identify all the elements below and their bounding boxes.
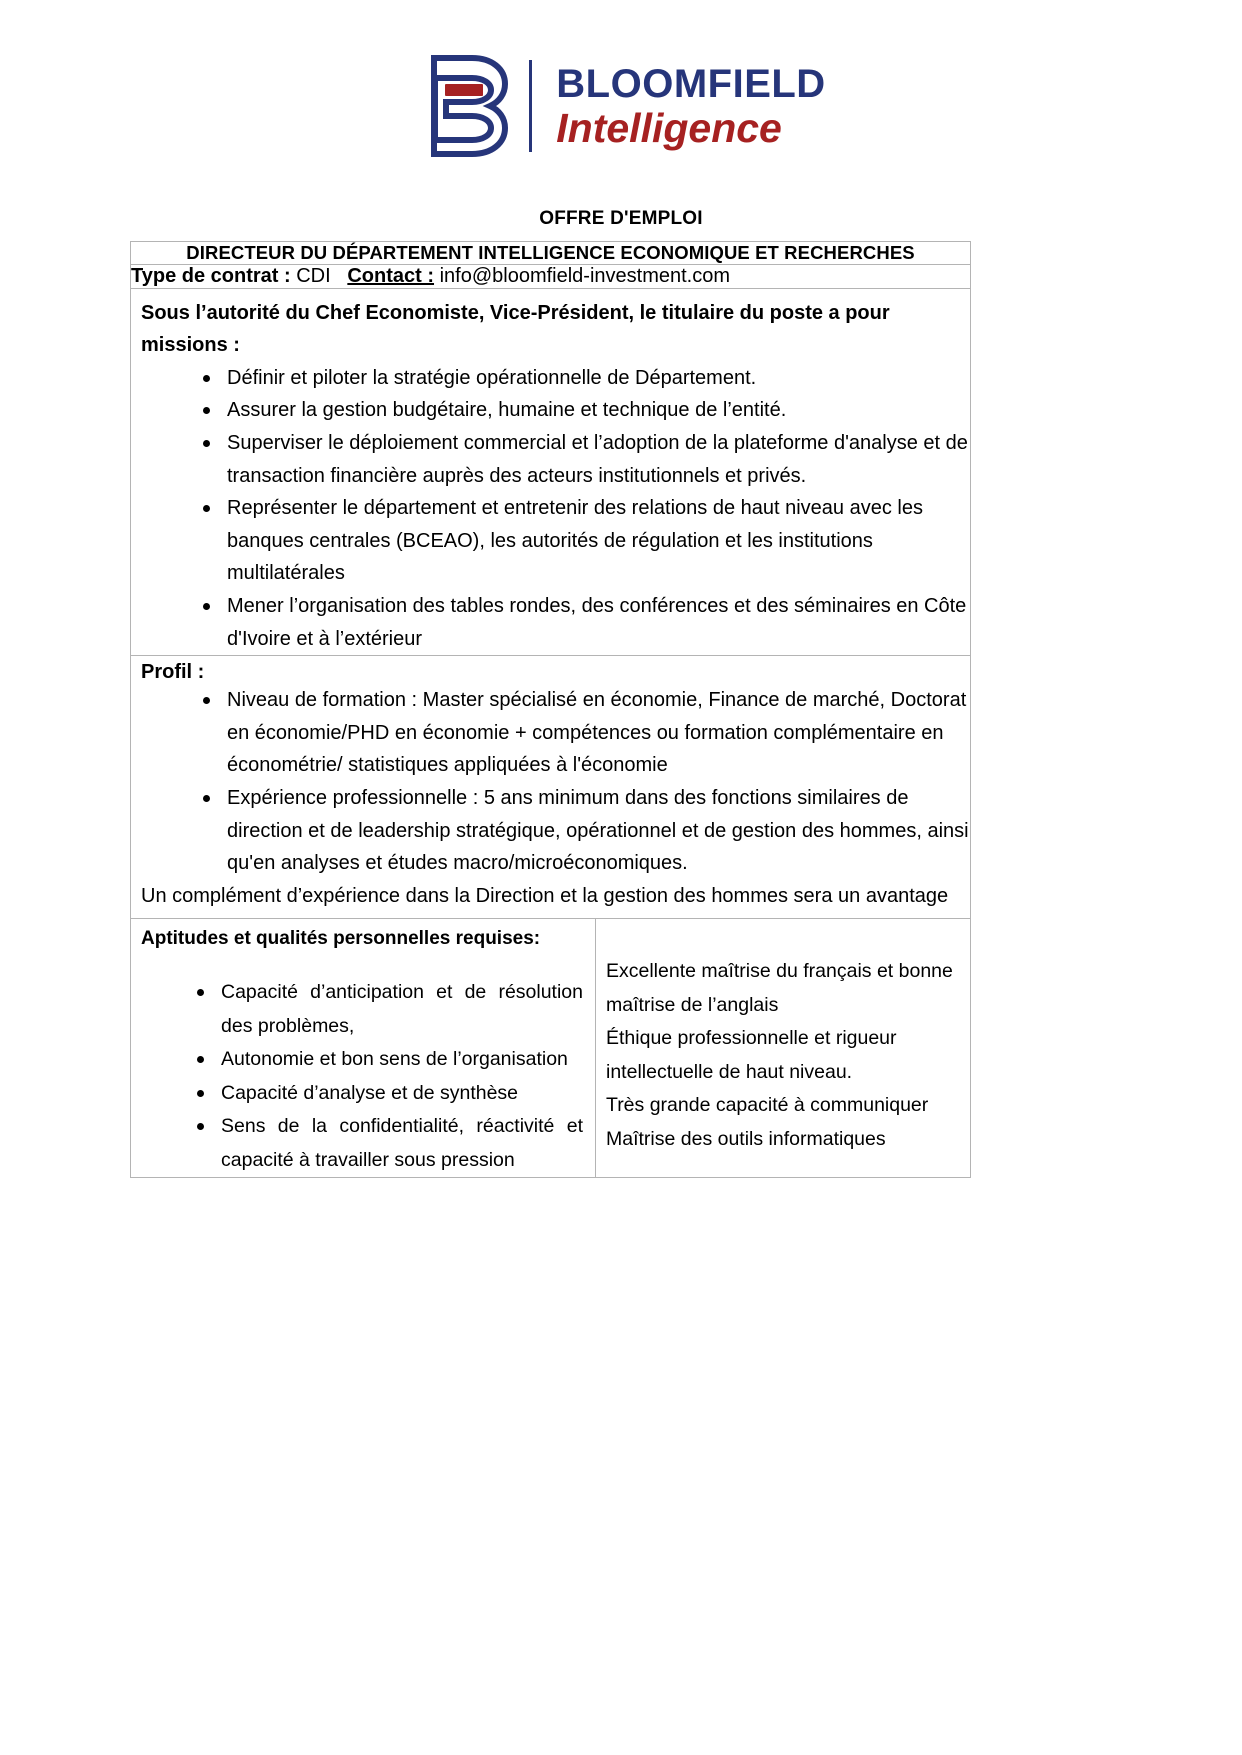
list-item: Maîtrise des outils informatiques (606, 1127, 886, 1150)
list-item: Représenter le département et entretenir des relations de haut niveau avec les banques centrales (BCEAO), les autorités de régulation et les institutions multilatérales (203, 492, 970, 590)
logo-divider (529, 60, 532, 152)
missions-cell (131, 289, 971, 656)
list-item: Excellente maîtrise du français et bonne maîtrise de l’anglais (606, 960, 953, 1016)
table-row (131, 656, 971, 919)
aptitudes-title: Aptitudes et qualités personnelles requises: (141, 928, 541, 950)
company-logo (130, 0, 1112, 160)
list-item: Capacité d’analyse et de synthèse (197, 1077, 583, 1111)
logo-wordmark (550, 61, 826, 151)
list-item: Autonomie et bon sens de l’organisation (197, 1043, 583, 1077)
list-item: Expérience professionnelle : 5 ans minimum dans des fonctions similaires de direction et de leadership stratégique, opérationnel et de gestion des hommes, ainsi qu'en analyses et études macro/microéconomiques. (203, 782, 970, 880)
position-heading: DIRECTEUR DU DÉPARTEMENT INTELLIGENCE ECONOMIQUE ET RECHERCHES (131, 242, 971, 265)
aptitudes-right-list (596, 919, 970, 1156)
list-item: Mener l’organisation des tables rondes, des conférences et des séminaires en Côte d'Ivoire et à l’extérieur (203, 590, 970, 655)
logo-wordmark-line2: Intelligence (556, 104, 782, 151)
job-offer-table (130, 241, 971, 1178)
list-item: Niveau de formation : Master spécialisé en économie, Finance de marché, Doctorat en économie/PHD en économie + compétences ou formation complémentaire en économétrie/ statistiques appliquées à l'économie (203, 684, 970, 782)
table-row (131, 265, 971, 289)
profil-list (131, 684, 970, 880)
list-item: Assurer la gestion budgétaire, humaine et technique de l’entité. (203, 394, 970, 427)
logo-lockup (416, 52, 825, 160)
contact-label: Contact : (347, 265, 435, 287)
list-item: Éthique professionnelle et rigueur intellectuelle de haut niveau. (606, 1027, 897, 1083)
table-row (131, 242, 971, 265)
profil-note: Un complément d’expérience dans la Direction et la gestion des hommes sera un avantage (141, 884, 949, 907)
list-item: Superviser le déploiement commercial et l’adoption de la plateforme d'analyse et de transaction financière auprès des acteurs institutionnels et privés. (203, 427, 970, 492)
page-title: OFFRE D'EMPLOI (539, 208, 703, 229)
bloomfield-b-monogram-icon (416, 52, 511, 160)
profil-label: Profil : (141, 661, 205, 684)
contact-email[interactable]: info@bloomfield-investment.com (439, 265, 730, 287)
contract-type-label: Type de contrat : (131, 265, 291, 287)
contract-row (131, 265, 971, 289)
table-row (131, 289, 971, 656)
profil-cell (131, 656, 971, 919)
table-row (131, 919, 971, 1178)
list-item: Très grande capacité à communiquer (606, 1094, 929, 1117)
list-item: Capacité d’anticipation et de résolution des problèmes, (197, 976, 583, 1043)
missions-list (131, 362, 970, 655)
contract-type-value: CDI (296, 265, 331, 287)
missions-intro: Sous l’autorité du Chef Economiste, Vice-Président, le titulaire du poste a pour missions : (141, 302, 890, 357)
aptitudes-left-cell (131, 919, 596, 1178)
list-item: Sens de la confidentialité, réactivité et capacité à travailler sous pression (197, 1110, 583, 1177)
list-item: Définir et piloter la stratégie opérationnelle de Département. (203, 362, 970, 395)
logo-wordmark-line1: BLOOMFIELD (556, 61, 826, 106)
aptitudes-left-list (131, 976, 595, 1177)
aptitudes-right-cell (596, 919, 971, 1178)
